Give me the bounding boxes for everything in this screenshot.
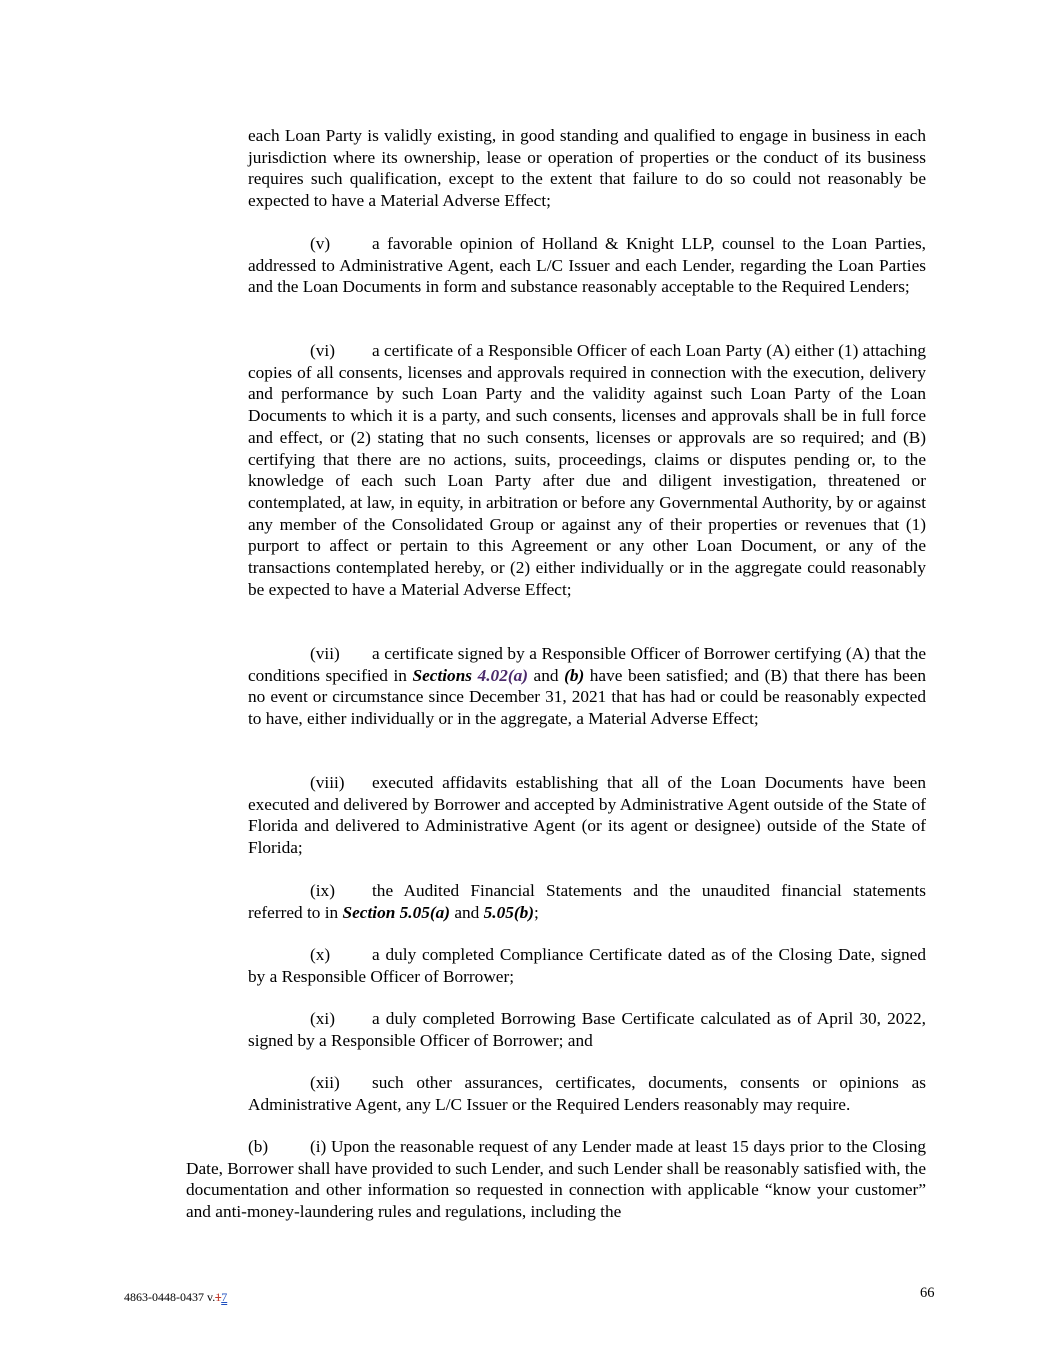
item-label: (x)	[310, 945, 331, 964]
item-label: (v)	[310, 234, 331, 253]
paragraph-text: and	[528, 665, 565, 685]
paragraph-text: a duly completed Compliance Certificate dated as of the Closing Date, signed by a Responsible Officer of Borrower;	[248, 945, 926, 986]
paragraph-text: a certificate of a Responsible Officer of each Loan Party (A) either (1) attaching copies of all consents, licenses and approvals required in connection with the execution, delivery and performance by such Loan Party and the validity against such Loan Party of the Loan Documents to which it is a party, and such consents, licenses and approvals shall be in full force and effect, or (2) stating that no such consents, licenses or approvals are so required; and (B) certifying that there are no actions, suits, proceedings, claims or disputes pending or, to the knowledge of each such Loan Party after due and diligent investigation, threatened or contemplated, at law, in equity, in arbitration or before any Governmental Authority, by or against any member of the Consolidated Group or against any of their properties or revenues that (1) purport to affect or pertain to this Agreement or any other Loan Document, or any of the transactions contemplated hereby, or (2) either individually or in the aggregate could reasonably be expected to have a Material Adverse Effect;	[248, 341, 926, 599]
item-label: (xi)	[310, 1009, 335, 1028]
item-label: (xii)	[310, 1073, 340, 1092]
paragraph-text: each Loan Party is validly existing, in good standing and qualified to engage in business in each jurisdiction where its ownership, lease or operation of properties or the conduct of its business requires such qualification, except to the extent that failure to do so could not reasonably be expected to have a Material Adverse Effect;	[248, 126, 926, 211]
item-label: (viii)	[310, 773, 345, 792]
item-label: (ix)	[310, 881, 335, 900]
paragraph-viii	[248, 772, 926, 859]
inserted-version: 7	[221, 1290, 228, 1304]
paragraph-xi	[248, 1008, 926, 1051]
section-reference: Section 5.05(a)	[342, 902, 451, 922]
paragraph-text: executed affidavits establishing that all of the Loan Documents have been executed and delivered by Borrower and accepted by Administrative Agent outside of the State of Florida and delivered to Administrative Agent (or its agent or designee) outside of the State of Florida;	[248, 773, 926, 858]
paragraph-vi	[248, 340, 926, 600]
paragraph-text: have been satisfied; and (B) that there has been no event or circumstance since December 31, 2021 that has had or could be reasonably expected to have, either individually or in the aggregate, a Material Adverse Effect;	[248, 665, 926, 729]
paragraph-text: (i) Upon the reasonable request of any Lender made at least 15 days prior to the Closing Date, Borrower shall have provided to such Lender, and such Lender shall be reasonably satisfied with, the documentation and other information so requested in connection with applicable “know your customer” and anti-money-laundering rules and regulations, including the	[186, 1137, 926, 1222]
section-reference: 5.05(b)	[483, 902, 535, 922]
paragraph-xii	[248, 1072, 926, 1115]
paragraph-text: such other assurances, certificates, documents, consents or opinions as Administrative Agent, any L/C Issuer or the Required Lenders reasonably may require.	[248, 1073, 926, 1114]
section-reference: (b)	[564, 665, 585, 685]
item-label: (b)	[248, 1137, 269, 1156]
page-number: 66	[920, 1285, 935, 1301]
item-label: (vii)	[310, 644, 340, 663]
paragraph-text: the Audited Financial Statements and the unaudited financial statements referred to in	[248, 881, 926, 922]
paragraph-b	[186, 1136, 926, 1223]
paragraph-vii	[248, 643, 926, 730]
paragraph-v	[248, 233, 926, 298]
paragraph-text: ;	[534, 902, 539, 922]
paragraph-text: a certificate signed by a Responsible Officer of Borrower certifying (A) that the conditions specified in	[248, 644, 926, 685]
deleted-version: 1	[215, 1290, 222, 1304]
document-id: 4863-0448-0437 v.	[124, 1290, 216, 1304]
section-reference-link: 4.02(a)	[477, 665, 528, 685]
document-id-footer	[124, 1290, 227, 1304]
paragraph-x	[248, 944, 926, 987]
paragraph-text: and	[450, 902, 484, 922]
paragraph-continuation	[248, 125, 926, 212]
paragraph-text: a duly completed Borrowing Base Certificate calculated as of April 30, 2022, signed by a Responsible Officer of Borrower; and	[248, 1009, 926, 1050]
section-reference: Sections	[412, 665, 478, 685]
paragraph-ix	[248, 880, 926, 923]
item-label: (vi)	[310, 341, 335, 360]
paragraph-text: a favorable opinion of Holland & Knight LLP, counsel to the Loan Parties, addressed to Administrative Agent, each L/C Issuer and each Lender, regarding the Loan Parties and the Loan Documents in form and substance reasonably acceptable to the Required Lenders;	[248, 234, 926, 297]
